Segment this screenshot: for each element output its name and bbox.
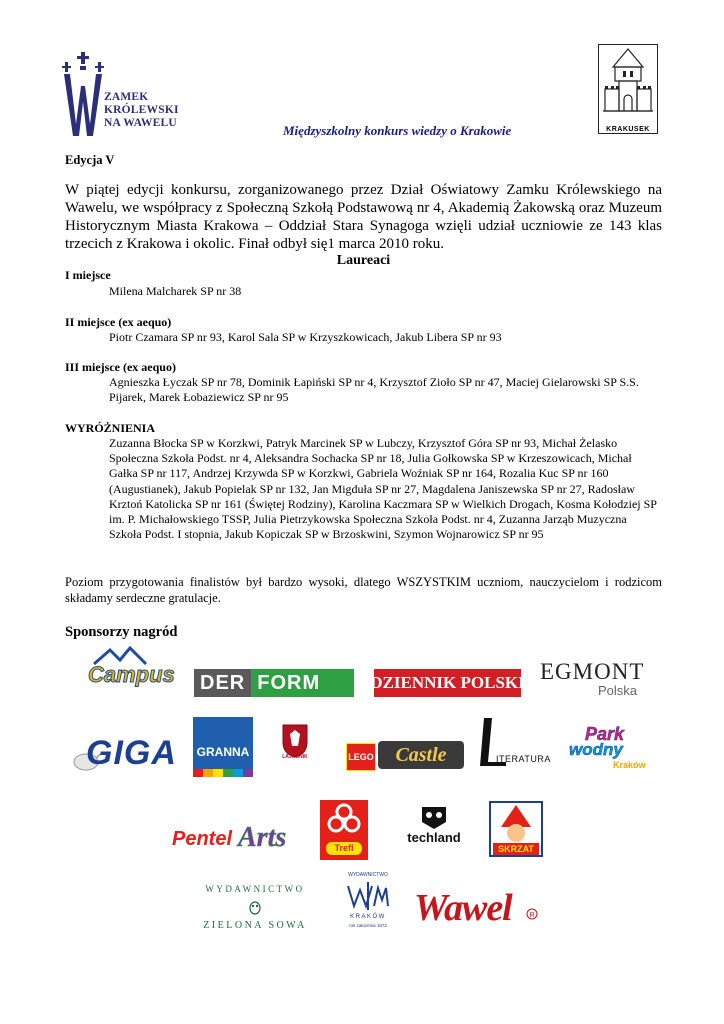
lego-castle-logo [346,741,466,771]
granna-logo [193,717,253,777]
zielona-sowa-logo [196,884,314,934]
park-text: Park [585,724,625,744]
castle-text: Castle [378,741,464,769]
krakusek-logo [598,44,658,134]
honors-heading: WYRÓŻNIENIA [65,421,156,435]
sponsors-heading: Sponsorzy nagród [65,624,178,640]
registered-icon [526,908,538,920]
egmont-subtext: Polska [598,683,638,698]
wodny-text: wodny [569,740,623,759]
techland-text: techland [407,830,461,845]
park-wodny-logo [563,724,659,774]
zielona-bottom-text: ZIELONA SOWA [203,920,307,931]
trefl-text: Trefl [326,842,362,855]
zamek-name [104,91,179,130]
lajkonik-shield-icon [280,722,310,758]
edition-label: Edycja V [65,153,115,167]
giga-logo [66,732,182,780]
closing-paragraph: Poziom przygotowania finalistów był bardzo wysoki, dlatego WSZYSTKIM uczniom, nauczycielom i rodzicom składamy serdeczne gratulacje. [65,575,662,605]
pentel-arts-logo [172,820,308,860]
intro-text: W piątej edycji konkursu, zorganizowanego przez Dział Oświatowy Zamku Królewskiego na Wawelu, we współpracy z Społeczną Szkołą Podstawową nr 4, Akademią Żakowską oraz Muzeum Historycznym Miasta Krakowa – Oddział Stara Synagoga wzięli udział uczniowie ze 143 klas trzecich z Krakowa i okolic. Finał odbył się1 marca 2010 roku. [65,182,662,252]
techland-mask-icon [419,804,449,830]
owl-icon [248,899,262,915]
place-1-winners: Milena Malcharek SP nr 38 [109,284,242,298]
giga-text: GIGA [86,734,177,772]
zamek-line-1: ZAMEK [104,91,149,103]
wam-top-text: WYDAWNICTWO [348,872,388,878]
skrzat-logo [489,801,543,857]
granna-color-stripe [193,769,253,777]
place-1-heading: I miejsce [65,268,111,282]
clover-icon [320,800,368,840]
derform-der: DER [194,669,251,697]
svg-text:R: R [529,912,535,919]
wam-logo [340,872,396,934]
arts-text: Arts [238,822,287,853]
krakusek-label: KRAKUSEK [606,126,650,133]
tower-icon [599,45,657,125]
wawel-logo [414,886,540,930]
wawel-text: Wawel [414,887,512,929]
honors-winners: Zuzanna Błocka SP w Korzkwi, Patryk Marcinek SP w Lubczy, Krzysztof Góra SP nr 93, Michał Żelasko Społeczna Szkoła Podst. nr 4, Aleksandra Sochacka SP nr 18, Julia Gołkowska SP w Krzeszowicach, Michał Gałka SP nr 117, Andrzej Krzywda SP w Korzkwi, Gabriela Woźniak SP nr 164, Rozalia Kuc SP nr 160 (Augustianek), Jakub Popielak SP nr 132, Jan Migduła SP nr 27, Magdalena Janiszewska SP nr 27, Radosław Krztoń Katolicka SP nr 161 (Świętej Rodziny), Karolina Kaczmara SP w Wielkich Drogach, Kosma Kołodziej SP im. P. Michałowskiego TSSP, Julia Pietrzykowska Społeczna Szkoła Podst. nr 4, Zuzanna Jarząb Muzyczna Szkoła Podst. I stopnia, Jakub Kopiczak SP w Brzoskwini, Szymon Wojnarowicz SP nr 95 [109,436,657,542]
zamek-line-2: KRÓLEWSKI [104,104,179,116]
wam-bottom-text: rok założenia 1872 [349,923,387,928]
granna-text: GRANNA [196,745,250,759]
wawel-crown-w-icon [62,52,104,138]
wam-mid-text: KRAKÓW [350,914,386,920]
lajkonik-logo [280,722,310,762]
skrzat-text: SKRZAT [498,844,534,854]
derform-logo [194,669,354,697]
place-3-winners: Agnieszka Łyczak SP nr 78, Dominik Łapiński SP nr 4, Krzysztof Zioło SP nr 47, Maciej Gielarowski SP S.S. Pijarek, Marek Łobaziewicz SP nr 95 [109,375,639,405]
place-3-heading: III miejsce (ex aequo) [65,360,176,374]
trefl-logo [320,800,368,860]
intro-paragraph [65,181,662,253]
dziennik-polski-logo: DZIENNIK POLSKI [374,669,521,697]
lego-badge: LEGO [346,743,376,771]
literatura-text: ITERATURA [496,754,551,764]
egmont-logo [540,659,652,701]
park-city-text: Kraków [613,760,646,770]
place-2-winners: Piotr Czamara SP nr 93, Karol Sala SP w Krzyszkowicach, Jakub Libera SP nr 93 [109,330,502,344]
campus-logo [86,646,178,690]
place-2-heading: II miejsce (ex aequo) [65,315,172,329]
techland-logo [404,804,464,854]
pentel-text: Pentel [172,828,233,850]
zamek-line-3: NA WAWELU [104,117,177,129]
lajkonik-text: LAJKONIK [282,754,308,760]
wam-monogram-icon [346,880,390,912]
derform-form: FORM [257,671,321,694]
zielona-top-text: WYDAWNICTWO [205,884,305,894]
contest-title: Międzyszkolny konkurs wiedzy o Krakowie [283,123,512,138]
egmont-text: EGMONT [540,659,645,684]
laureates-heading: Laureaci [336,253,391,268]
campus-text: Campus [88,662,175,687]
literatura-logo [478,716,551,772]
